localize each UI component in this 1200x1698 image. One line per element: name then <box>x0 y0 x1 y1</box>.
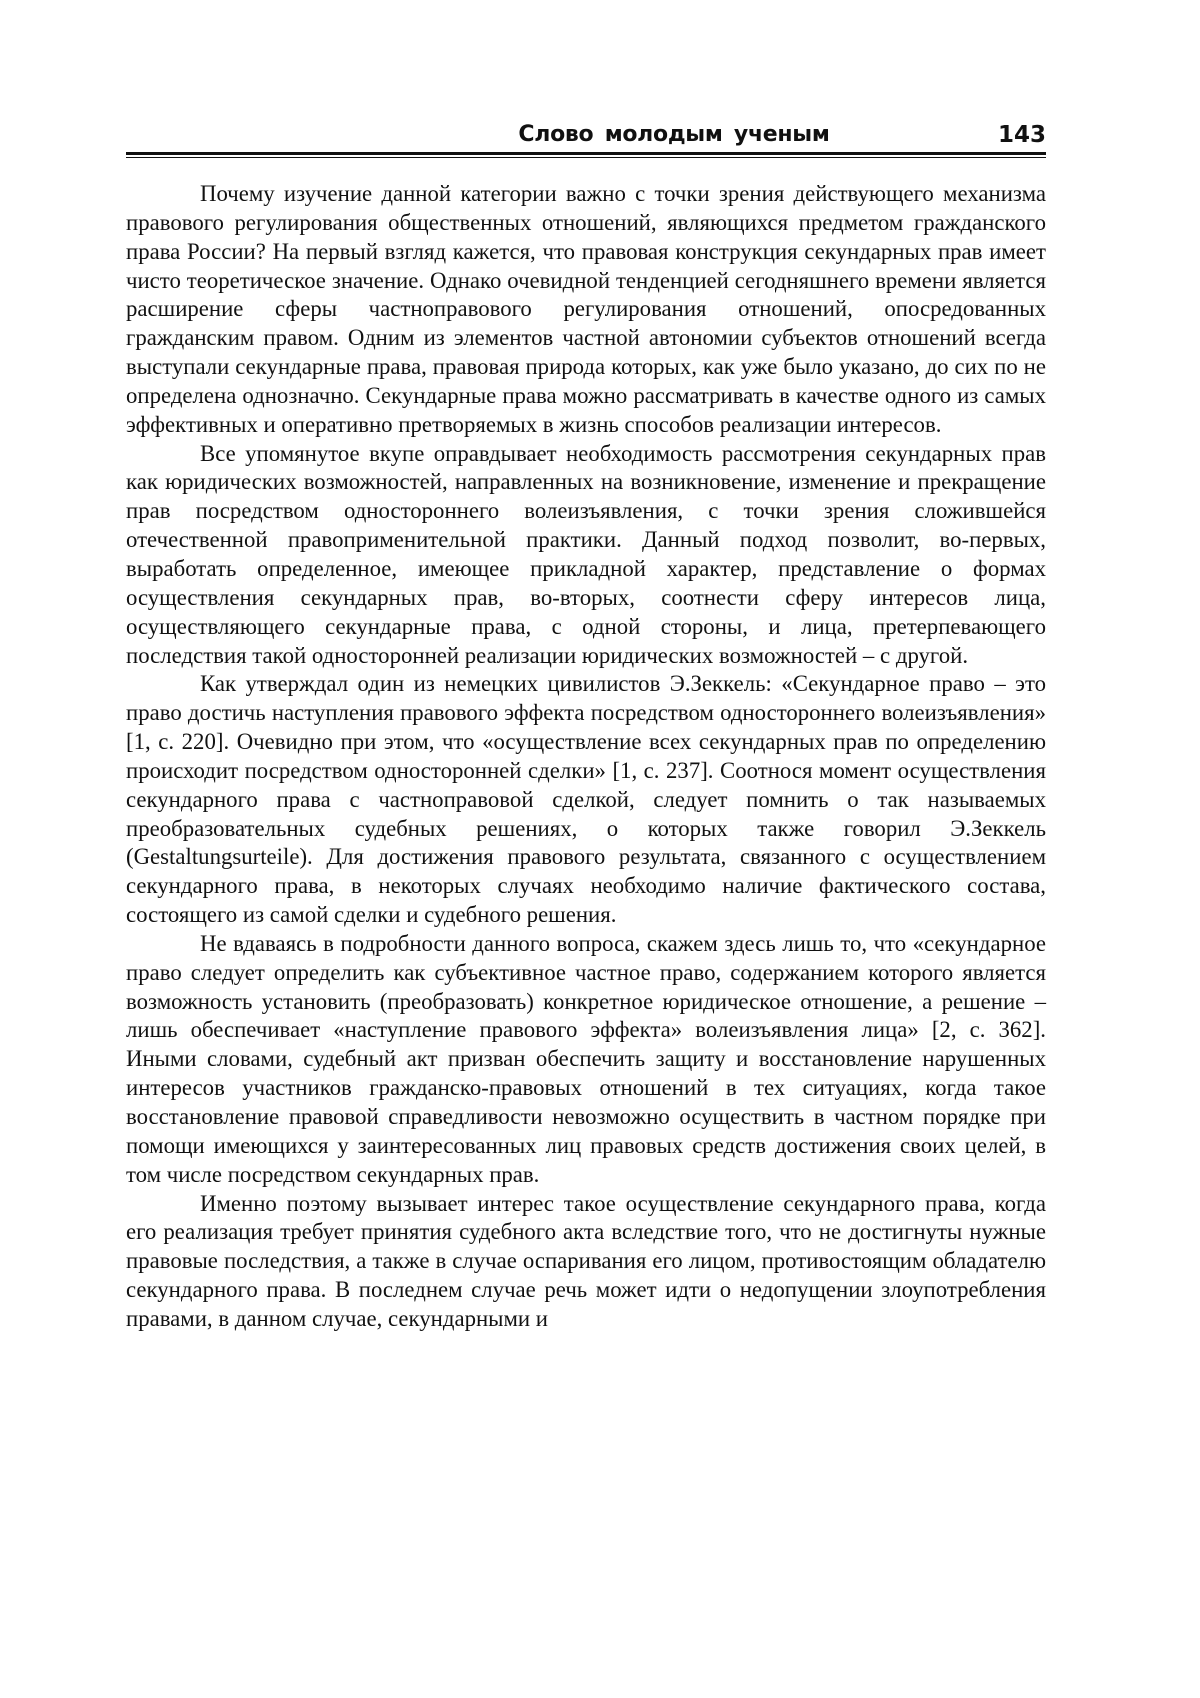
paragraph-3: Как утверждал один из немецких цивилистов Э.Зеккель: «Секундарное право – это право достичь наступления правового эффекта посредством одностороннего волеизъявления» [1, с. 220]. Очевидно при этом, что «осуществление всех секундарных прав по определению происходит посредством односторонней сделки» [1, с. 237]. Соотнося момент осуществления секундарного права с частноправовой сделкой, следует помнить о так называемых преобразовательных судебных решениях, о которых также говорил Э.Зеккель (Gestaltungsurteile). Для достижения правового результата, связанного с осуществлением секундарного права, в некоторых случаях необходимо наличие фактического состава, состоящего из самой сделки и судебного решения. <box>126 671 1046 928</box>
header-rule-thick <box>126 152 1046 155</box>
page-number: 143 <box>997 122 1046 148</box>
section-title: Слово молодым ученым <box>518 122 830 147</box>
paragraph-2: Все упомянутое вкупе оправдывает необходимость рассмотрения секундарных прав как юридических возможностей, направленных на возникновение, изменение и прекращение прав посредством одностороннего волеизъявления, с точки зрения сложившейся отечественной правоприменительной практики. Данный подход позволит, во-первых, выработать определенное, имеющее прикладной характер, представление о формах осуществления секундарных прав, во-вторых, соотнести сферу интересов лица, осуществляющего секундарные права, с одной стороны, и лица, претерпевающего последствия такой односторонней реализации юридических возможностей – с другой. <box>126 440 1046 668</box>
paragraph-5: Именно поэтому вызывает интерес такое осуществление секундарного права, когда его реализация требует принятия судебного акта вследствие того, что не достигнуты нужные правовые последствия, а также в случае оспаривания его лицом, противостоящим обладателю секундарного права. В последнем случае речь может идти о недопущении злоупотребления правами, в данном случае, секундарными и <box>126 1190 1046 1331</box>
paragraph-4: Не вдаваясь в подробности данного вопроса, скажем здесь лишь то, что «секундарное право следует определить как субъективное частное право, содержанием которого является возможность установить (преобразовать) конкретное юридическое отношение, а решение – лишь обеспечивает «наступление правового эффекта» волеизъявления лица» [2, с. 362]. Иными словами, судебный акт призван обеспечить защиту и восстановление нарушенных интересов участников гражданско-правовых отношений в тех ситуациях, когда такое восстановление правовой справедливости невозможно осуществить в частном порядке при помощи имеющихся у заинтересованных лиц правовых средств достижения своих целей, в том числе посредством секундарных прав. <box>126 930 1046 1187</box>
article-body <box>126 180 1046 1334</box>
running-header <box>126 120 1046 154</box>
paragraph-1: Почему изучение данной категории важно с точки зрения действующего механизма правового регулирования общественных отношений, являющихся предметом гражданского права России? На первый взгляд кажется, что правовая конструкция секундарных прав имеет чисто теоретическое значение. Однако очевидной тенденцией сегодняшнего времени является расширение сферы частноправового регулирования отношений, опосредованных гражданским правом. Одним из элементов частной автономии субъектов отношений всегда выступали секундарные права, правовая природа которых, как уже было указано, до сих по не определена однозначно. Секундарные права можно рассматривать в качестве одного из самых эффективных и оперативно претворяемых в жизнь способов реализации интересов. <box>126 181 1046 437</box>
header-rule-thin <box>126 157 1046 158</box>
